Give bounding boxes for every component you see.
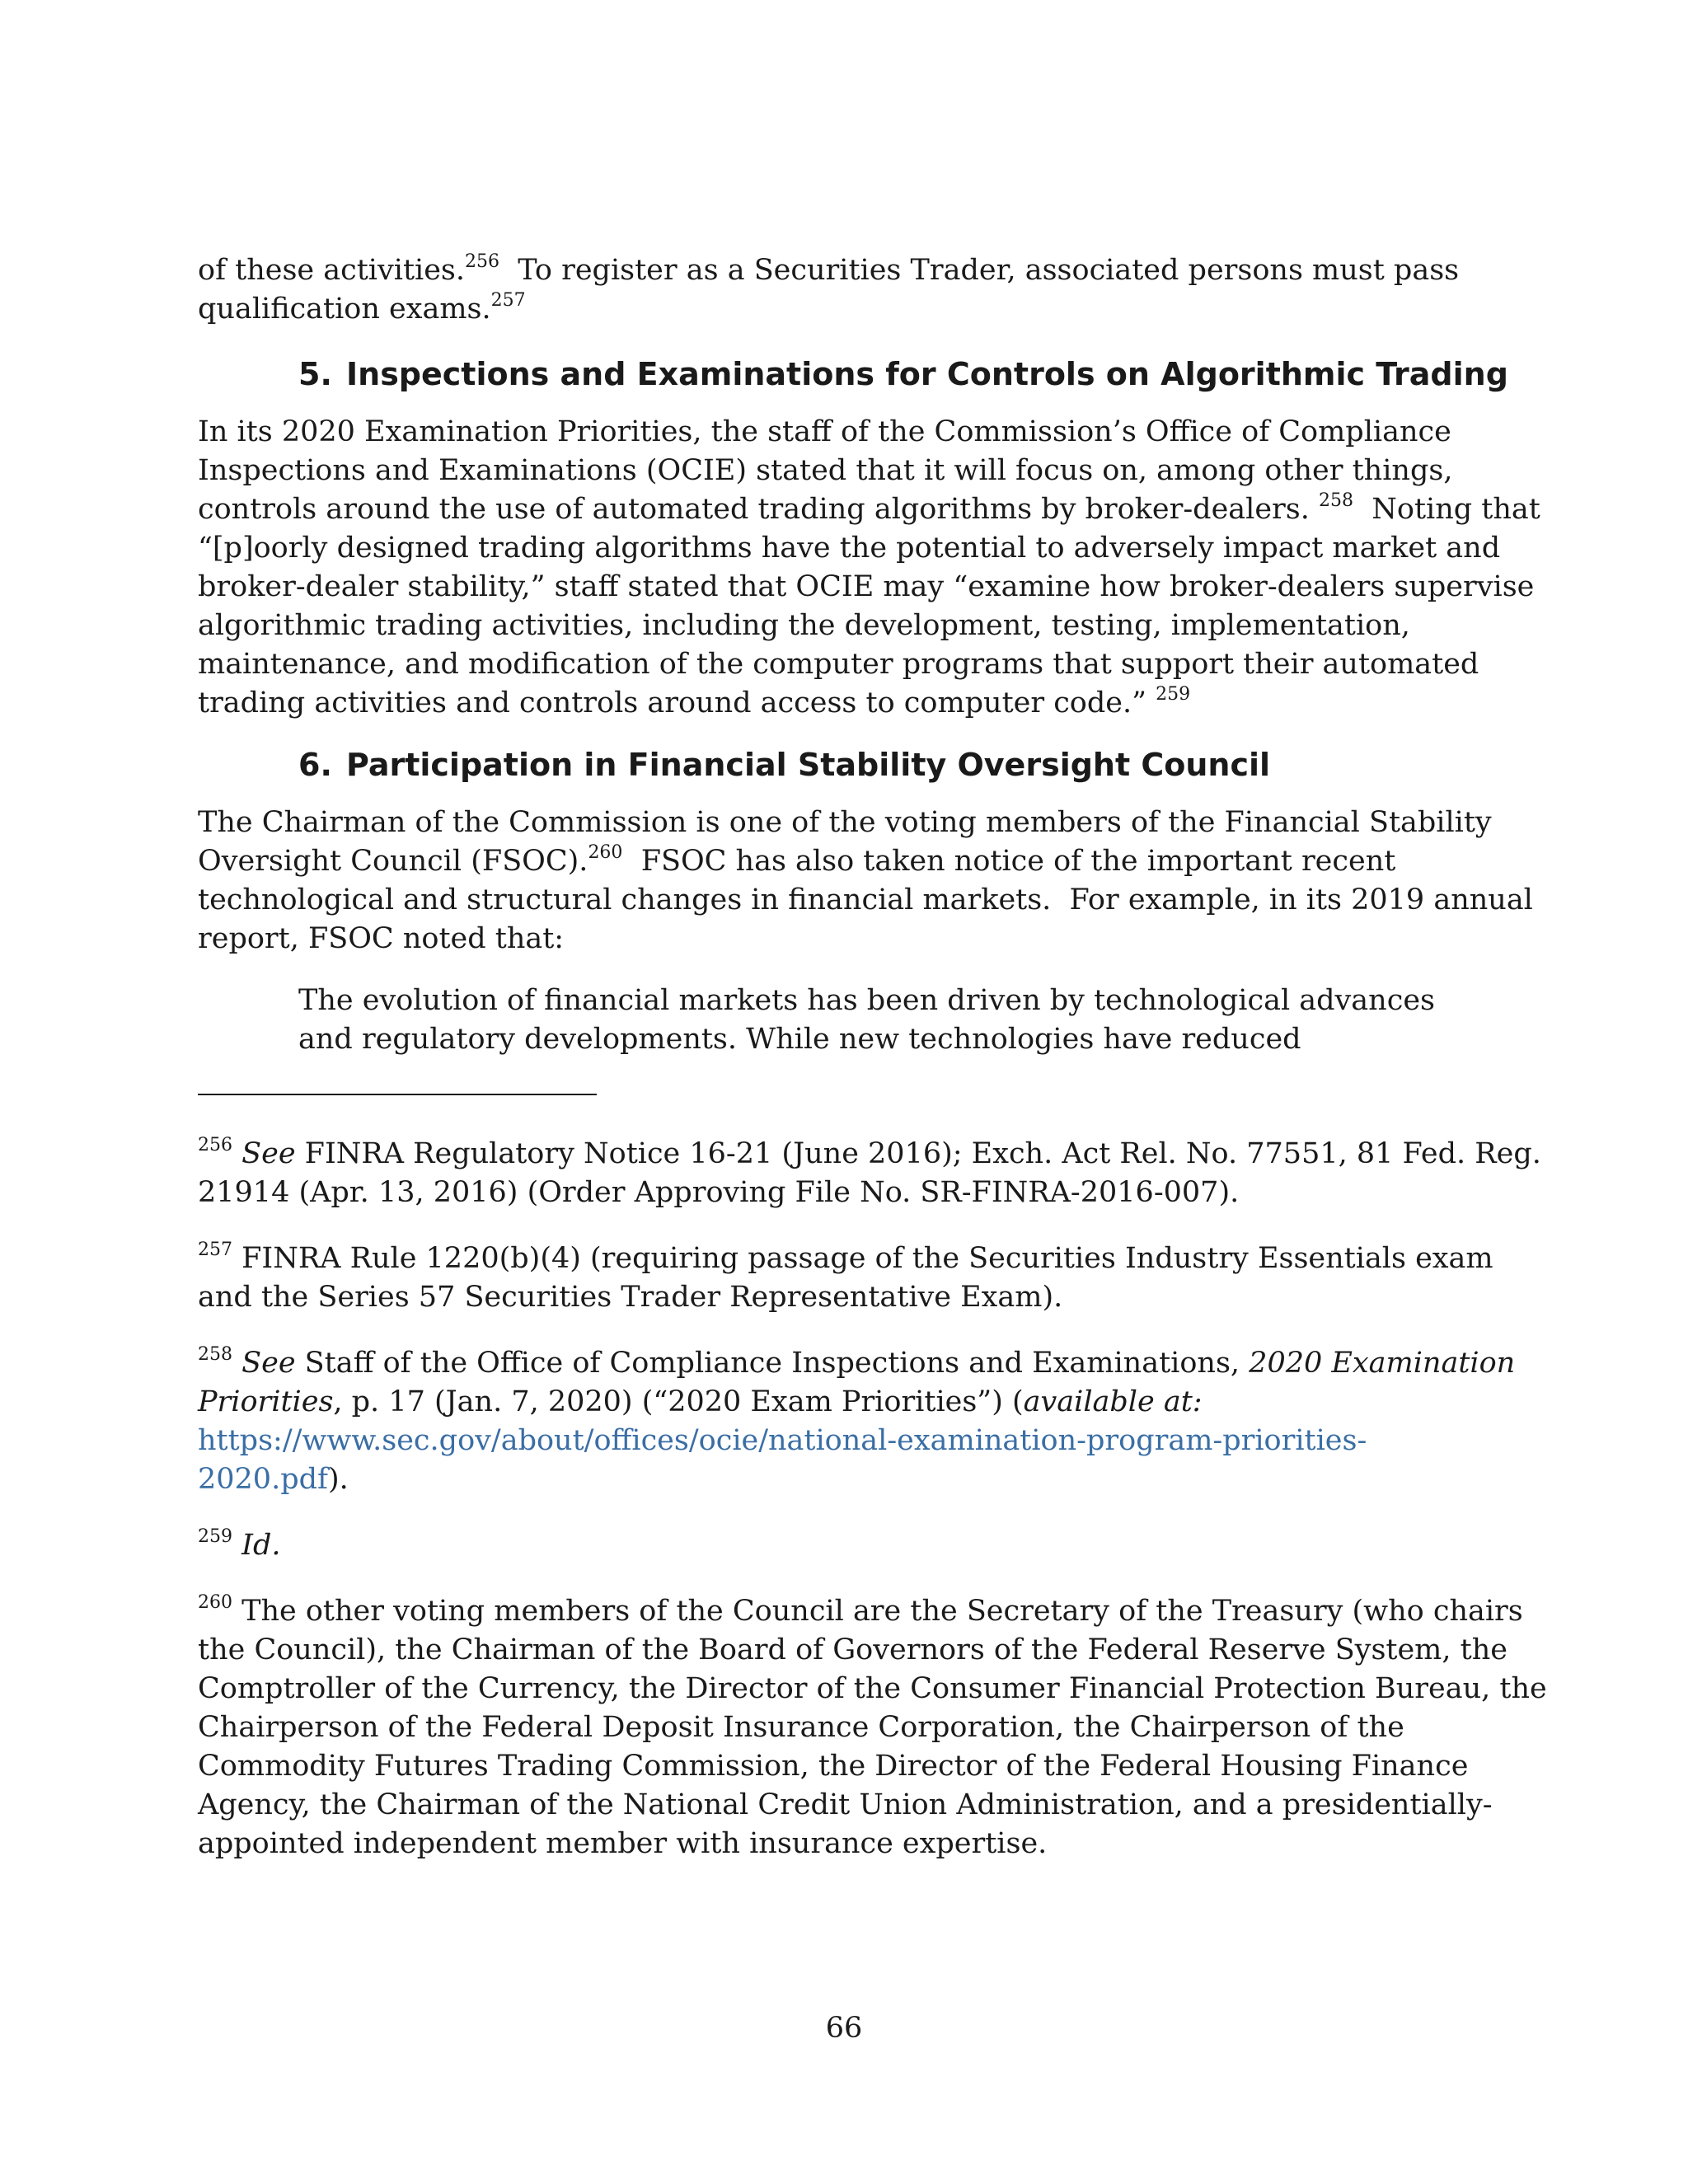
section-6-heading: 6. Participation in Financial Stability Oversight Council xyxy=(298,747,1271,783)
footnote-ref-256[interactable]: 256 xyxy=(465,251,500,272)
block-quote: The evolution of financial markets has been driven by technological advances and regulatory developments. While new technologies have reduced xyxy=(298,984,1435,1056)
footnote-256: $^{256}$ See FINRA Regulatory Notice 16-21 (June 2016); Exch. Act Rel. No. 77551, 81 Fed. Reg. 21914 (Apr. 13, 2016) (Order Approving File No. SR-FINRA-2016-007). xyxy=(198,1135,1541,1209)
document-page xyxy=(198,251,1547,1863)
footnote-259: $^{259}$ Id. xyxy=(198,1526,281,1562)
footnote-separator xyxy=(198,1094,597,1095)
intro-paragraph: of these activities.$^{256}$ To register as a Securities Trader, associated persons must pass qualification exams.$^{257}$ xyxy=(198,251,1460,326)
footnote-257: $^{257}$ FINRA Rule 1220(b)(4) (requiring passage of the Securities Industry Essentials exam and the Series 57 Securities Trader Representative Exam). xyxy=(198,1240,1493,1314)
footnote-ref-258[interactable]: 258 xyxy=(1319,490,1353,511)
footnote-ref-260[interactable]: 260 xyxy=(588,842,623,863)
footnote-260: $^{260}$ The other voting members of the Council are the Secretary of the Treasury (who chairs the Council), the Chairman of the Board of Governors of the Federal Reserve System, the Comptroller of the Currency, the Director of the Consumer Financial Protection Bureau, the Chairperson of the Federal Deposit Insurance Corporation, the Chairperson of the Commodity Futures Trading Commission, the Director of the Federal Housing Finance Agency, the Chairman of the National Credit Union Administration, and a presidentially- appointed independent member with insurance expertise. xyxy=(198,1592,1547,1860)
footnote-258: $^{258}$ See Staff of the Office of Compliance Inspections and Examinations, 2020 Examination Priorities, p. 17 (Jan. 7, 2020) (“2020 Exam Priorities”) (available at: https://www.sec.gov/about/offices/ocie/national-examination-program-priorities- 2020.pdf). xyxy=(198,1344,1516,1496)
footnote-ref-257[interactable]: 257 xyxy=(490,290,526,311)
sec-priorities-link-end[interactable]: 2020.pdf xyxy=(198,1463,328,1496)
sec-priorities-link[interactable]: https://www.sec.gov/about/offices/ocie/national-examination-program-priorities- xyxy=(198,1424,1367,1457)
section-5-heading: 5. Inspections and Examinations for Controls on Algorithmic Trading xyxy=(298,356,1508,392)
footnotes xyxy=(198,1135,1547,1863)
page-number: 66 xyxy=(825,2012,863,2045)
section-6-paragraph: The Chairman of the Commission is one of the voting members of the Financial Stability Oversight Council (FSOC).$^{260}$ FSOC has also taken notice of the important recent technological and structural changes in financial markets. For example, in its 2019 annual report, FSOC noted that: xyxy=(198,806,1533,955)
footnote-ref-259[interactable]: 259 xyxy=(1156,684,1191,705)
section-5-paragraph: In its 2020 Examination Priorities, the staff of the Commission’s Office of Compliance Inspections and Examinations (OCIE) stated that it will focus on, among other things, controls around the use of automated trading algorithms by broker-dealers. $^{258}$ Noting that “[p]oorly designed trading algorithms have the potential to adversely impact market and broker-dealer stability,” staff stated that OCIE may “examine how broker-dealers supervise algorithmic trading activities, including the development, testing, implementation, maintenance, and modification of the computer programs that support their automated trading activities and controls around access to computer code.” $^{259}$ xyxy=(198,415,1540,719)
